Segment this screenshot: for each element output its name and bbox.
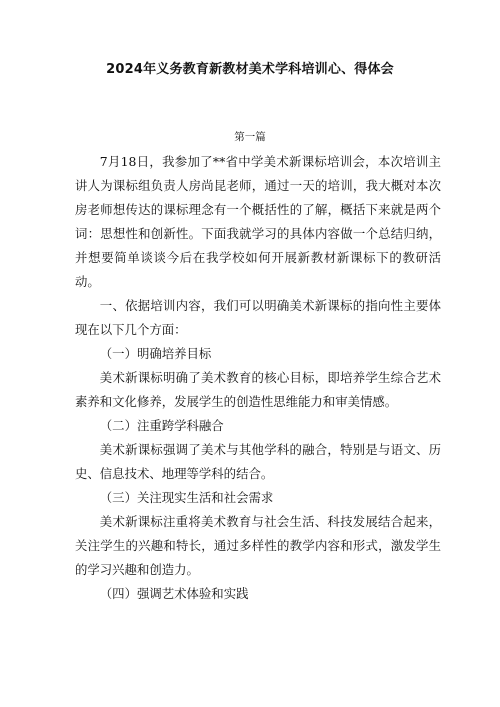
section-heading: 第一篇 xyxy=(234,131,266,143)
paragraph-intro: 7月18日，我参加了**省中学美术新课标培训会，本次培训主讲人为课标组负责人房尚昆老师，通过一天的培训，我大概对本次房老师想传达的课标理念有一个概括性的了解，概括下来就是两个词：思想性和创新性。下面我就学习的具体内容做一个总结归纳，并想要简单谈谈今后在我学校如何开展新教材新课标下的教研活动。 xyxy=(75,154,441,289)
document-body xyxy=(75,150,441,606)
subheading-art-practice: （四）强调艺术体验和实践 xyxy=(99,586,249,601)
document-title: 2024年义务教育新教材美术学科培训心、得体会 xyxy=(106,62,394,77)
subheading-goals: （一）明确培养目标 xyxy=(99,346,212,361)
subheading-real-life: （三）关注现实生活和社会需求 xyxy=(99,490,274,505)
paragraph-goals: 美术新课标明确了美术教育的核心目标，即培养学生综合艺术素养和文化修养，发展学生的创造性思维能力和审美情感。 xyxy=(75,370,441,409)
subheading-interdisciplinary: （二）注重跨学科融合 xyxy=(99,418,224,433)
paragraph-real-life: 美术新课标注重将美术教育与社会生活、科技发展结合起来，关注学生的兴趣和特长，通过多样性的教学内容和形式，激发学生的学习兴趣和创造力。 xyxy=(75,514,441,577)
paragraph-interdisciplinary: 美术新课标强调了美术与其他学科的融合，特别是与语文、历史、信息技术、地理等学科的结合。 xyxy=(75,442,441,481)
paragraph-overview: 一、依据培训内容，我们可以明确美术新课标的指向性主要体现在以下几个方面： xyxy=(75,298,441,337)
